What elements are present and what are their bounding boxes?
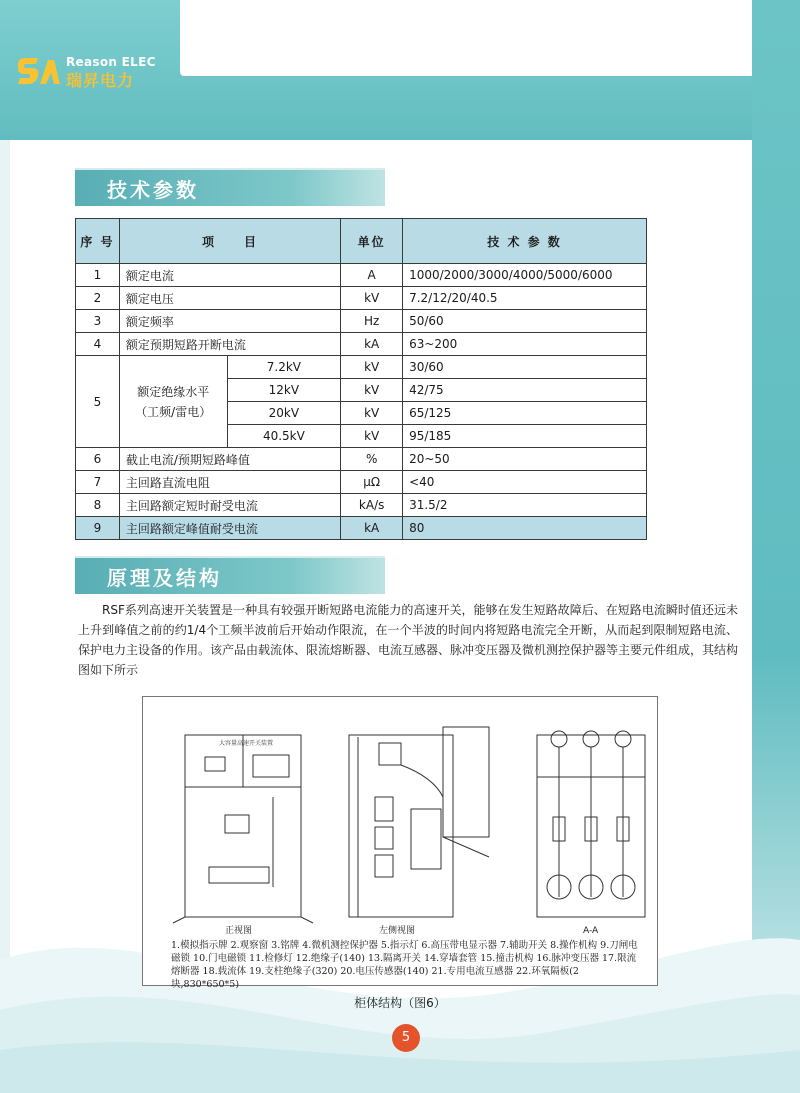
table-row bbox=[76, 471, 647, 494]
cell-item: 主回路额定短时耐受电流 bbox=[119, 494, 340, 517]
cell-value: 30/60 bbox=[403, 356, 647, 379]
cell-value: 7.2/12/20/40.5 bbox=[403, 287, 647, 310]
col-header-item: 项 目 bbox=[119, 219, 340, 264]
front-view-label: 正视图 bbox=[225, 926, 253, 936]
description-paragraph: RSF系列高速开关装置是一种具有较强开断短路电流能力的高速开关，能够在发生短路故障后、在短路电流瞬时值还远未上升到峰值之前的约1/4个工频半波前后开始动作限流，在一个半波的时间内将短路电流完全开断，从而起到限制短路电流、保护电力主设备的作用。该产品由载流体、限流熔断器、电流互感器、脉冲变压器及微机测控保护器等主要元件组成，其结构图如下所示 bbox=[78, 603, 739, 677]
cell-voltage: 20kV bbox=[227, 402, 341, 425]
logo-mark-icon bbox=[16, 56, 60, 88]
cell-item: 主回路额定峰值耐受电流 bbox=[119, 517, 340, 540]
cell-no: 4 bbox=[76, 333, 120, 356]
table-row bbox=[76, 494, 647, 517]
brand-name-en: Reason ELEC bbox=[66, 55, 156, 69]
brand-logo bbox=[16, 54, 176, 90]
col-header-value: 技 术 参 数 bbox=[403, 219, 647, 264]
cell-no: 2 bbox=[76, 287, 120, 310]
cell-no: 3 bbox=[76, 310, 120, 333]
cell-value: 50/60 bbox=[403, 310, 647, 333]
cell-no: 1 bbox=[76, 264, 120, 287]
cell-voltage: 40.5kV bbox=[227, 425, 341, 448]
cell-unit: Hz bbox=[341, 310, 403, 333]
col-header-unit: 单位 bbox=[341, 219, 403, 264]
structure-figure bbox=[142, 696, 658, 990]
cell-value: 20~50 bbox=[403, 448, 647, 471]
section-header-principle bbox=[75, 556, 385, 594]
cell-value: 95/185 bbox=[403, 425, 647, 448]
table-row bbox=[76, 517, 647, 540]
cell-unit: A bbox=[341, 264, 403, 287]
cell-unit: kV bbox=[341, 379, 403, 402]
cell-value: 42/75 bbox=[403, 379, 647, 402]
brand-name-cn: 瑞昇电力 bbox=[66, 71, 135, 90]
cell-no: 9 bbox=[76, 517, 120, 540]
cell-voltage: 7.2kV bbox=[227, 356, 341, 379]
cell-item-insulation bbox=[119, 356, 227, 448]
cell-value: 65/125 bbox=[403, 402, 647, 425]
table-header-row bbox=[76, 219, 647, 264]
section-title: 原理及结构 bbox=[107, 566, 222, 590]
parameters-table bbox=[75, 218, 647, 540]
cell-value: <40 bbox=[403, 471, 647, 494]
left-view-label: 左侧视图 bbox=[379, 926, 416, 936]
cell-unit: kV bbox=[341, 402, 403, 425]
table-row bbox=[76, 264, 647, 287]
cell-no: 6 bbox=[76, 448, 120, 471]
cell-unit: kV bbox=[341, 356, 403, 379]
front-view-panel-label: 大容量高速开关装置 bbox=[219, 740, 274, 747]
cell-unit: kA/s bbox=[341, 494, 403, 517]
cell-unit: μΩ bbox=[341, 471, 403, 494]
cell-value: 1000/2000/3000/4000/5000/6000 bbox=[403, 264, 647, 287]
cell-no: 8 bbox=[76, 494, 120, 517]
cell-item: 截止电流/预期短路峰值 bbox=[119, 448, 340, 471]
figure-caption: 柜体结构（图6） bbox=[354, 996, 446, 1010]
header-white-panel bbox=[180, 0, 752, 76]
cell-no: 5 bbox=[76, 356, 120, 448]
section-header-params bbox=[75, 168, 385, 206]
table-row bbox=[76, 448, 647, 471]
section-title: 技术参数 bbox=[107, 178, 199, 202]
cell-unit: kA bbox=[341, 333, 403, 356]
cell-item: 主回路直流电阻 bbox=[119, 471, 340, 494]
figure-legend: 1.模拟指示牌 2.观察窗 3.铭牌 4.微机测控保护器 5.指示灯 6.高压带电显示器 7.辅助开关 8.操作机构 9.刀闸电磁锁 10.门电磁锁 11.检修灯 12.绝缘子(140) 13.隔离开关 14.穿墙套管 15.撞击机构 16.脉冲变压器 17.限流熔断器 18.载流体 19.支柱绝缘子(320) 20.电压传感器(140) 21.专用电流互感器 22.环氧隔板(2块,830*650*5) bbox=[171, 940, 638, 990]
aa-view-label: A-A bbox=[583, 926, 599, 936]
insulation-label: 额定绝缘水平 bbox=[137, 384, 210, 399]
col-header-no: 序 号 bbox=[76, 219, 120, 264]
table-row bbox=[76, 333, 647, 356]
cell-unit: kA bbox=[341, 517, 403, 540]
cell-item: 额定电流 bbox=[119, 264, 340, 287]
cell-item: 额定预期短路开断电流 bbox=[119, 333, 340, 356]
cell-unit: % bbox=[341, 448, 403, 471]
table-row bbox=[76, 310, 647, 333]
cell-item: 额定电压 bbox=[119, 287, 340, 310]
page-number: 5 bbox=[392, 1024, 420, 1052]
insulation-sublabel: （工频/雷电） bbox=[135, 404, 212, 419]
table-row bbox=[76, 356, 647, 379]
cell-item: 额定频率 bbox=[119, 310, 340, 333]
cell-no: 7 bbox=[76, 471, 120, 494]
cell-voltage: 12kV bbox=[227, 379, 341, 402]
cell-value: 80 bbox=[403, 517, 647, 540]
cell-value: 63~200 bbox=[403, 333, 647, 356]
cell-value: 31.5/2 bbox=[403, 494, 647, 517]
table-row bbox=[76, 287, 647, 310]
cell-unit: kV bbox=[341, 425, 403, 448]
cell-unit: kV bbox=[341, 287, 403, 310]
cabinet-drawing bbox=[143, 697, 657, 937]
